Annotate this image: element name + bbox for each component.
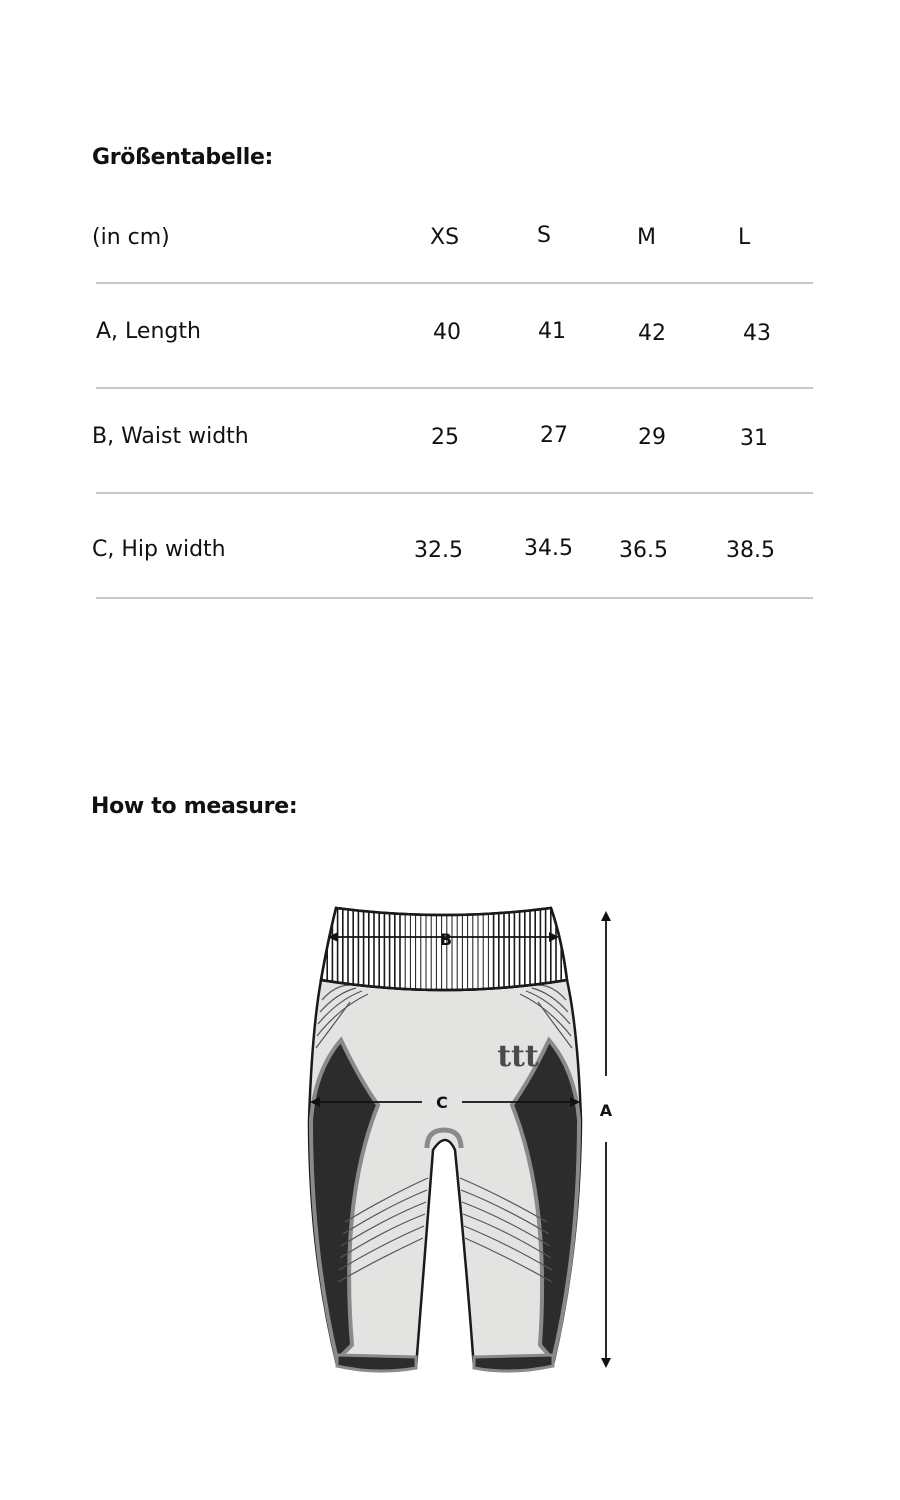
table-cell: 38.5 [726, 538, 775, 563]
table-cell: 25 [431, 425, 459, 450]
label-b: B [439, 930, 453, 949]
table-cell: 27 [540, 423, 568, 448]
label-c: C [436, 1093, 448, 1112]
left-leg-cuff [337, 1355, 416, 1371]
table-cell: 34.5 [524, 536, 573, 561]
table-cell: 36.5 [619, 538, 668, 563]
table-cell: 41 [538, 319, 566, 344]
unit-label: (in cm) [92, 225, 170, 250]
table-cell: 42 [638, 321, 666, 346]
size-header-xs: XS [430, 225, 460, 250]
table-cell: 32.5 [414, 538, 463, 563]
row-label-length: A, Length [96, 319, 201, 344]
arrowhead-up [601, 911, 611, 921]
size-chart-title: Größentabelle: [92, 145, 274, 170]
label-a: A [599, 1101, 613, 1120]
row-label-hip-width: C, Hip width [92, 537, 226, 562]
arrowhead-down [601, 1358, 611, 1368]
right-leg-cuff [474, 1355, 553, 1371]
table-cell: 31 [740, 426, 768, 451]
table-cell: 40 [433, 320, 461, 345]
size-header-m: M [637, 225, 656, 250]
table-cell: 43 [743, 321, 771, 346]
size-header-l: L [738, 225, 751, 250]
how-to-measure-title: How to measure: [91, 794, 298, 819]
row-label-waist-width: B, Waist width [92, 424, 249, 449]
table-cell: 29 [638, 425, 666, 450]
brand-logo: ttt [497, 1039, 539, 1074]
size-header-s: S [537, 223, 551, 248]
